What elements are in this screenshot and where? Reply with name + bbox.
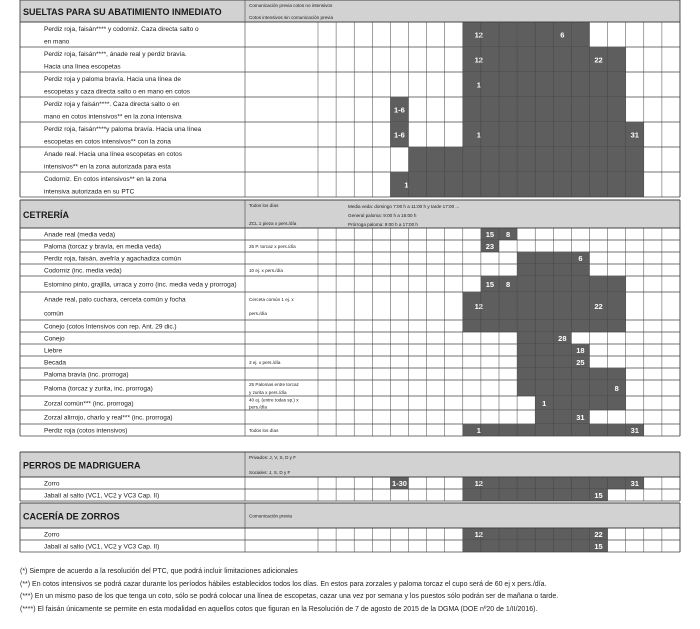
section-2-row-10-season-bar <box>517 356 571 368</box>
footnotes <box>20 566 690 616</box>
section-2-row-9-season-bar <box>517 344 571 356</box>
section-2-row-2-date-label: 23 <box>485 242 495 251</box>
section-3-row-2-season-bar <box>463 489 590 501</box>
section-1-row-6-season-bar <box>409 147 644 172</box>
section-2-row-6-date-label: 12 <box>474 302 483 311</box>
section-1-row-4-species-label: Perdiz roja y faisán****. Caza directa salto o en <box>44 100 180 108</box>
section-2-row-11-species-label: Paloma bravía (inc. prorroga) <box>44 371 129 379</box>
section-3-row-1-season-bar <box>463 477 626 489</box>
section-1-row-5-season-bar <box>463 122 626 147</box>
section-2-month-note: Media veda: domingo 7:00 h a 11:00 h y tarde 17:00 ... <box>348 204 460 209</box>
section-2-row-5-species-label: Estornino pinto, grajilla, urraca y zorro (inc. media veda y prorroga) <box>44 281 237 289</box>
section-2-month-note: General paloma: 9:00 h a 16:00 h <box>348 213 417 218</box>
section-2-row-13-quota-note: pers./día <box>249 404 267 410</box>
section-2-row-13-quota-note: 40 ej. (entre todas sp.) x <box>249 397 299 403</box>
section-1-row-5-date-label: 1 <box>476 130 481 140</box>
section-2-header-note: ZCL 1 pieza x pers./día <box>249 221 297 226</box>
section-2-row-12-season-bar <box>517 380 608 396</box>
section-2-row-15-date-label: 31 <box>630 426 639 435</box>
section-2-month-note: Prórroga paloma: 9:00 h a 17:00 h <box>348 222 418 227</box>
section-2-header-note: Todos los días <box>249 203 279 208</box>
section-1-row-2-species-label: Hacia una línea escopetas <box>44 63 121 71</box>
section-2-row-3-species-label: Perdiz roja, faisán, avefría y agachadiza común <box>44 255 181 263</box>
section-2-row-2-species-label: Paloma (torcaz y bravía, en media veda) <box>44 243 162 251</box>
section-2-row-12-quota-note: 25 Palomas entre torcaz <box>249 382 299 387</box>
section-3-header-note: Sociales: J, S, D y F <box>249 470 291 475</box>
section-2-title: CETRERÍA <box>23 210 70 220</box>
section-3-row-1-date-label: 1-30 <box>391 479 407 488</box>
section-3-row-2-species-label: Jabalí al salto (VC1, VC2 y VC3 Cap. II) <box>44 492 160 500</box>
section-3-header-note: Privados: J, V, S, D y F <box>249 455 297 460</box>
section-2-row-4-quota-note: 10 ej. x pers./día <box>249 268 283 273</box>
section-2-row-1-species-label: Anade real (media veda) <box>44 231 116 239</box>
section-1-row-5-species-label: Perdiz roja, faisán****y paloma bravía. Hacia una línea <box>44 125 202 133</box>
section-2-row-1-date-label: 8 <box>505 230 511 239</box>
section-1-header-note: Comunicación previa cotos no intensivos <box>249 3 333 8</box>
section-2-row-13-date-label: 1 <box>542 399 547 408</box>
section-2-row-5-date-label: 15 <box>485 280 495 289</box>
section-1-row-2-date-label: 12 <box>474 55 483 65</box>
section-2-row-3-season-bar <box>517 252 571 264</box>
section-3-row-1-date-label: 31 <box>630 479 639 488</box>
section-1-row-2-season-bar <box>608 47 626 72</box>
section-2-row-15-species-label: Perdiz roja (cotos intensivos) <box>44 427 128 435</box>
section-3-row-1-species-label: Zorro <box>44 480 60 488</box>
section-1-row-3-species-label: Perdiz roja y paloma bravía. Hacia una línea de <box>44 75 181 83</box>
section-1-header-note: Cotos intensivos sin comunicación previa <box>249 15 334 20</box>
section-2-row-15-date-label: 1 <box>476 426 481 435</box>
section-2-row-13-species-label: Zorzal común*** (inc. prorroga) <box>44 400 134 408</box>
section-2-row-12-date-label: 8 <box>614 384 619 393</box>
section-2-row-1-date-label: 15 <box>485 230 495 239</box>
section-2-row-9-date-label: 18 <box>576 346 585 355</box>
section-2-row-6-season-bar <box>608 292 626 320</box>
section-2-row-8-date-label: 28 <box>558 334 567 343</box>
section-2-row-10-quota-note: 3 ej. x pers./día <box>249 360 281 365</box>
footnote-3: (***) En un mismo paso de los que tenga un coto, sólo se podrá colocar una línea de escopetas, cazar una vez por semana y los puestos sólo podrán ser de mañana o tarde. <box>20 593 559 600</box>
section-4-row-2-season-bar <box>463 540 590 552</box>
section-1-row-6-species-label: intensivos** en la zona autorizada para esta <box>44 163 171 171</box>
section-2-row-2-quota-note: 25 P. torcaz x pers./día <box>249 244 296 249</box>
section-2-row-12-quota-note: y zurita x pers./día <box>249 390 287 395</box>
section-2-row-4-species-label: Codorniz (inc. media veda) <box>44 267 122 275</box>
section-2-row-3-date-label: 6 <box>578 254 583 263</box>
section-2-row-5-date-label: 8 <box>505 280 511 289</box>
section-4-row-2-date-label: 15 <box>594 542 603 551</box>
section-3-row-2-date-label: 15 <box>594 491 603 500</box>
section-1-row-3-season-bar <box>463 72 626 97</box>
section-1-row-6-species-label: Anade real. Hacia una línea escopetas en cotos <box>44 150 183 158</box>
section-1-row-5-date-label: 1-6 <box>394 130 405 140</box>
section-1-row-7-species-label: Codorniz. En cotos intensivos** en la zona <box>44 175 167 183</box>
section-1-row-1-season-bar <box>571 22 589 47</box>
section-4-title: CACERÍA DE ZORROS <box>23 511 120 522</box>
section-2-row-9-species-label: Liebre <box>44 347 63 355</box>
section-1-row-7-species-label: intensiva autorizada en su PTC <box>44 188 135 196</box>
section-1-row-5-date-label: 31 <box>630 130 639 140</box>
section-2-row-6-quota-note: pers./día <box>249 311 267 316</box>
section-1-row-2-date-label: 22 <box>594 55 603 65</box>
section-1-row-1-species-label: Perdiz roja, faisán**** y codorniz. Caza directa salto o <box>44 25 199 33</box>
section-1-title: SUELTAS PARA SU ABATIMIENTO INMEDIATO <box>23 7 222 17</box>
footnote-1: (*) Siempre de acuerdo a la resolución del PTC, que podrá incluir limitaciones adicionales <box>20 568 298 575</box>
section-2-row-15-season-bar <box>463 424 626 436</box>
section-1-row-2-species-label: Perdiz roja, faisán****, ánade real y perdiz bravía. <box>44 50 187 58</box>
section-2-row-7-season-bar <box>463 320 626 332</box>
section-4-row-1-date-label: 22 <box>594 530 603 539</box>
section-2-row-10-date-label: 25 <box>576 358 585 367</box>
section-4-header-note: Comunicación previa <box>249 513 292 519</box>
section-4-row-1-date-label: 12 <box>474 530 483 539</box>
section-1-row-3-species-label: escopetas y caza directa salto o en mano en cotos <box>44 88 190 96</box>
section-2-row-6-species-label: Anade real, pato cuchara, cerceta común y focha <box>44 296 186 304</box>
section-4-row-1-species-label: Zorro <box>44 531 60 539</box>
section-2-row-14-species-label: Zorzal alirrojo, charlo y real*** (inc. prorroga) <box>44 414 173 422</box>
section-1-row-4-season-bar <box>463 97 626 122</box>
section-3-title: PERROS DE MADRIGUERA <box>23 460 141 471</box>
section-2-row-14-date-label: 31 <box>576 413 585 422</box>
section-2-row-6-species-label: común <box>44 310 64 318</box>
section-4-row-2-species-label: Jabalí al salto (VC1, VC2 y VC3 Cap. II) <box>44 543 160 551</box>
section-2-row-6-date-label: 22 <box>594 302 603 311</box>
section-2-row-6-quota-note: Cerceta común 1 ej. x <box>249 297 294 302</box>
section-1-row-3-date-label: 1 <box>476 80 481 90</box>
section-1-row-4-date-label: 1-6 <box>394 105 405 115</box>
section-1-row-1-species-label: en mano <box>44 38 70 46</box>
section-1-row-1-date-label: 12 <box>474 30 483 40</box>
section-3-row-1-date-label: 12 <box>474 479 483 488</box>
section-2-row-7-species-label: Conejo (cotos Intensivos con rep. Ant. 29 dic.) <box>44 323 177 331</box>
section-1-row-4-species-label: mano en cotos intensivos** en la zona intensiva <box>44 113 182 121</box>
section-2-row-12-species-label: Paloma (torcaz y zurita, inc. prorroga) <box>44 385 153 393</box>
footnote-2: (**) En cotos intensivos se podrá cazar durante los períodos hábiles establecidos todos los días. En estos para zorzales y paloma torcaz el cupo será de 60 ej x pers./día. <box>20 580 547 588</box>
section-2-row-10-species-label: Becada <box>44 359 67 367</box>
section-2-row-8-species-label: Conejo <box>44 335 65 343</box>
section-2-row-15-quota-note: Todos los días <box>249 428 279 433</box>
footnote-4: (****) El faisán únicamente se permite en esta modalidad en aquellos cotos que figuran en la Resolución de 7 de agosto de 2015 de la DGMA (DOE nº20 de 1/II/2016). <box>20 605 538 613</box>
section-1-row-7-date-label: 1 <box>404 180 409 190</box>
section-1-row-1-date-label: 6 <box>560 30 565 40</box>
section-1-row-5-species-label: escopetas en cotos intensivos** con la zona <box>44 138 171 146</box>
section-1-row-1-season-bar <box>463 22 517 47</box>
